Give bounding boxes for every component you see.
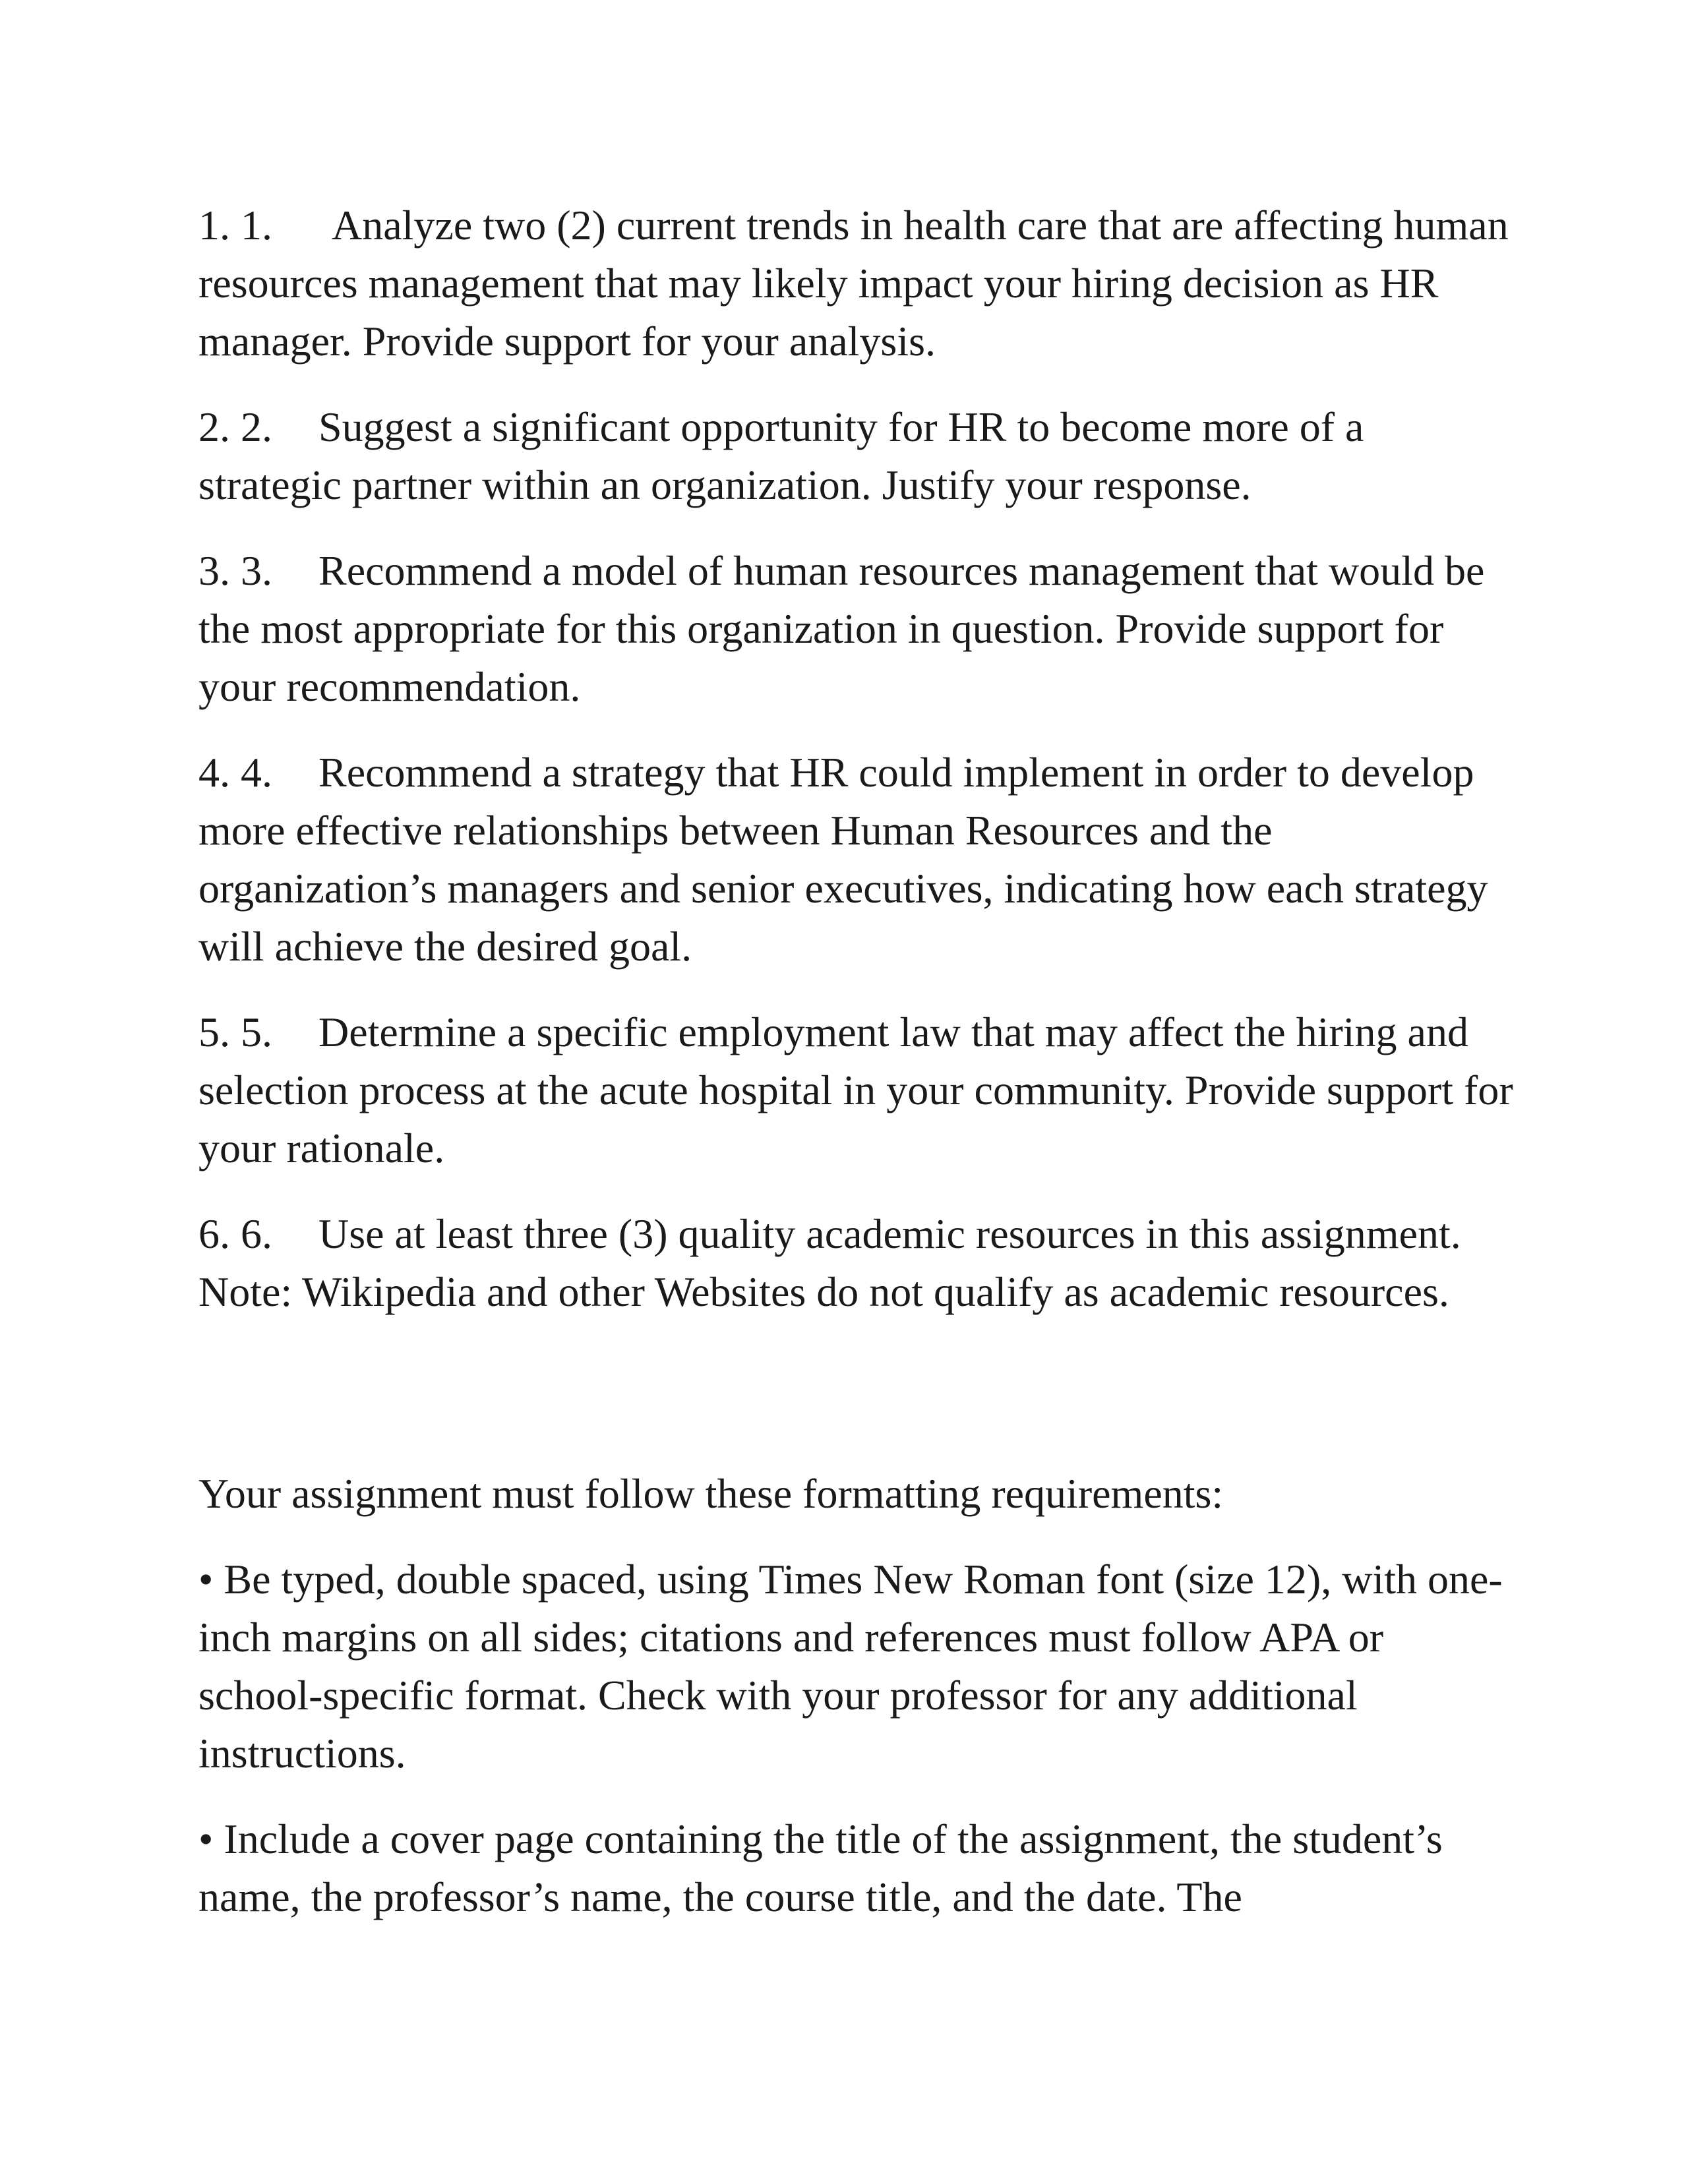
question-number: 5. 5. [198, 1009, 272, 1055]
question-1 [198, 196, 1517, 370]
formatting-bullet-1 [198, 1550, 1517, 1783]
question-5 [198, 1003, 1517, 1177]
question-3 [198, 542, 1517, 716]
bullet-icon: • [198, 1815, 214, 1862]
question-text: Suggest a significant opportunity for HR to become more of a strategic partner within an organization. Justify your response. [198, 403, 1364, 508]
document-body [198, 196, 1517, 1954]
question-text: Recommend a model of human resources management that would be the most appropriate for this organization in question. Provide support for your recommendation. [198, 547, 1485, 710]
question-text: Determine a specific employment law that may affect the hiring and selection process at the acute hospital in your community. Provide support for your rationale. [198, 1009, 1513, 1171]
question-number: 3. 3. [198, 547, 272, 594]
question-2 [198, 398, 1517, 514]
question-text: Use at least three (3) quality academic resources in this assignment. Note: Wikipedia and other Websites do not qualify as academic resources. [198, 1210, 1461, 1315]
bullet-text: Include a cover page containing the title of the assignment, the student’s name, the professor’s name, the course title, and the date. The [198, 1815, 1443, 1920]
question-number: 2. 2. [198, 403, 272, 450]
bullet-text: Be typed, double spaced, using Times New Roman font (size 12), with one-inch margins on all sides; citations and references must follow APA or school-specific format. Check with your professor for any additional instructions. [198, 1556, 1503, 1777]
section-spacer [198, 1349, 1517, 1465]
question-6 [198, 1205, 1517, 1321]
formatting-bullet-2 [198, 1810, 1517, 1926]
formatting-intro: Your assignment must follow these formatting requirements: [198, 1470, 1224, 1517]
question-number: 1. 1. [198, 202, 272, 249]
bullet-icon: • [198, 1556, 214, 1603]
question-text: Recommend a strategy that HR could implement in order to develop more effective relationships between Human Resources and the organization’s managers and senior executives, indicating how each strategy will achieve the desired goal. [198, 749, 1488, 970]
question-number: 6. 6. [198, 1210, 272, 1257]
question-4 [198, 744, 1517, 976]
question-text: Analyze two (2) current trends in health care that are affecting human resources management that may likely impact your hiring decision as HR manager. Provide support for your analysis. [198, 202, 1509, 365]
question-number: 4. 4. [198, 749, 272, 796]
